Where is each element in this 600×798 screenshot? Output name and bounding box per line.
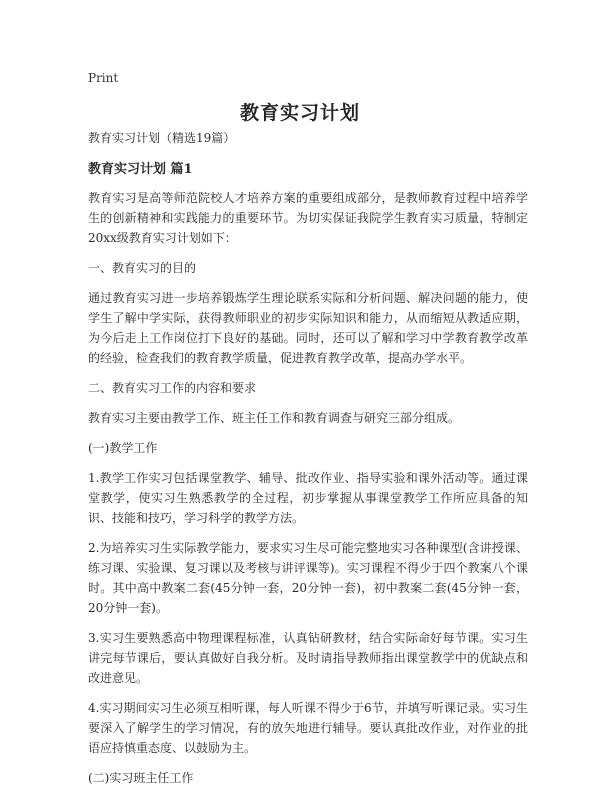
heading-purpose: 一、教育实习的目的 xyxy=(88,261,197,275)
print-link[interactable]: Print xyxy=(88,71,119,85)
document-body xyxy=(88,128,528,798)
heading-content-requirements: 二、教育实习工作的内容和要求 xyxy=(88,381,257,395)
paragraph-item-3: 3.实习生要熟悉高中物理课程标准，认真钻研教材，结合实际命好每节课。实习生讲完每节课后，要认真做好自我分析。及时请指导教师指出课堂教学中的优缺点和改进意见。 xyxy=(88,631,528,685)
paragraph-item-4: 4.实习期间实习生必须互相听课，每人听课不得少于6节，并填写听课记录。实习生要深入了解学生的学习情况，有的放矢地进行辅导。要认真批改作业，对作业的批语应持慎重态度、以鼓励为主。 xyxy=(88,701,528,755)
heading-class-teacher-work: (二)实习班主任工作 xyxy=(88,771,194,785)
heading-teaching-work: (一)教学工作 xyxy=(88,441,158,455)
paragraph-item-2: 2.为培养实习生实际教学能力，要求实习生尽可能完整地实习各种课型(含讲授课、练习课、实验课、复习课以及考核与讲评课等)。实习课程不得少于四个教案八个课时。其中高中教案二套(45分钟一套，20分钟一套)，初中教案二套(45分钟一套，20分钟一套)。 xyxy=(88,541,528,615)
paragraph-components: 教育实习主要由教学工作、班主任工作和教育调查与研究三部分组成。 xyxy=(88,411,461,425)
document-subtitle: 教育实习计划（精选19篇） xyxy=(88,131,236,145)
document-title: 教育实习计划 xyxy=(239,102,360,124)
section-heading: 教育实习计划 篇1 xyxy=(88,162,193,177)
paragraph-purpose: 通过教育实习进一步培养锻炼学生理论联系实际和分析问题、解决问题的能力，使学生了解中学实际，获得教师职业的初步实际知识和能力，从而缩短从教适应期，为今后走上工作岗位打下良好的基础。同时，还可以了解和学习中学教育教学改革的经验，检查我们的教育教学质量，促进教育教学改革，提高办学水平。 xyxy=(88,291,528,365)
paragraph-intro: 教育实习是高等师范院校人才培养方案的重要组成部分，是教师教育过程中培养学生的创新精神和实践能力的重要环节。为切实保证我院学生教育实习质量，特制定20xx级教育实习计划如下： xyxy=(88,191,528,245)
paragraph-item-1: 1.教学工作实习包括课堂教学、辅导、批改作业、指导实验和课外活动等。通过课堂教学，使实习生熟悉教学的全过程，初步掌握从事课堂教学工作所应具备的知识、技能和技巧，学习科学的教学方法。 xyxy=(88,471,528,525)
